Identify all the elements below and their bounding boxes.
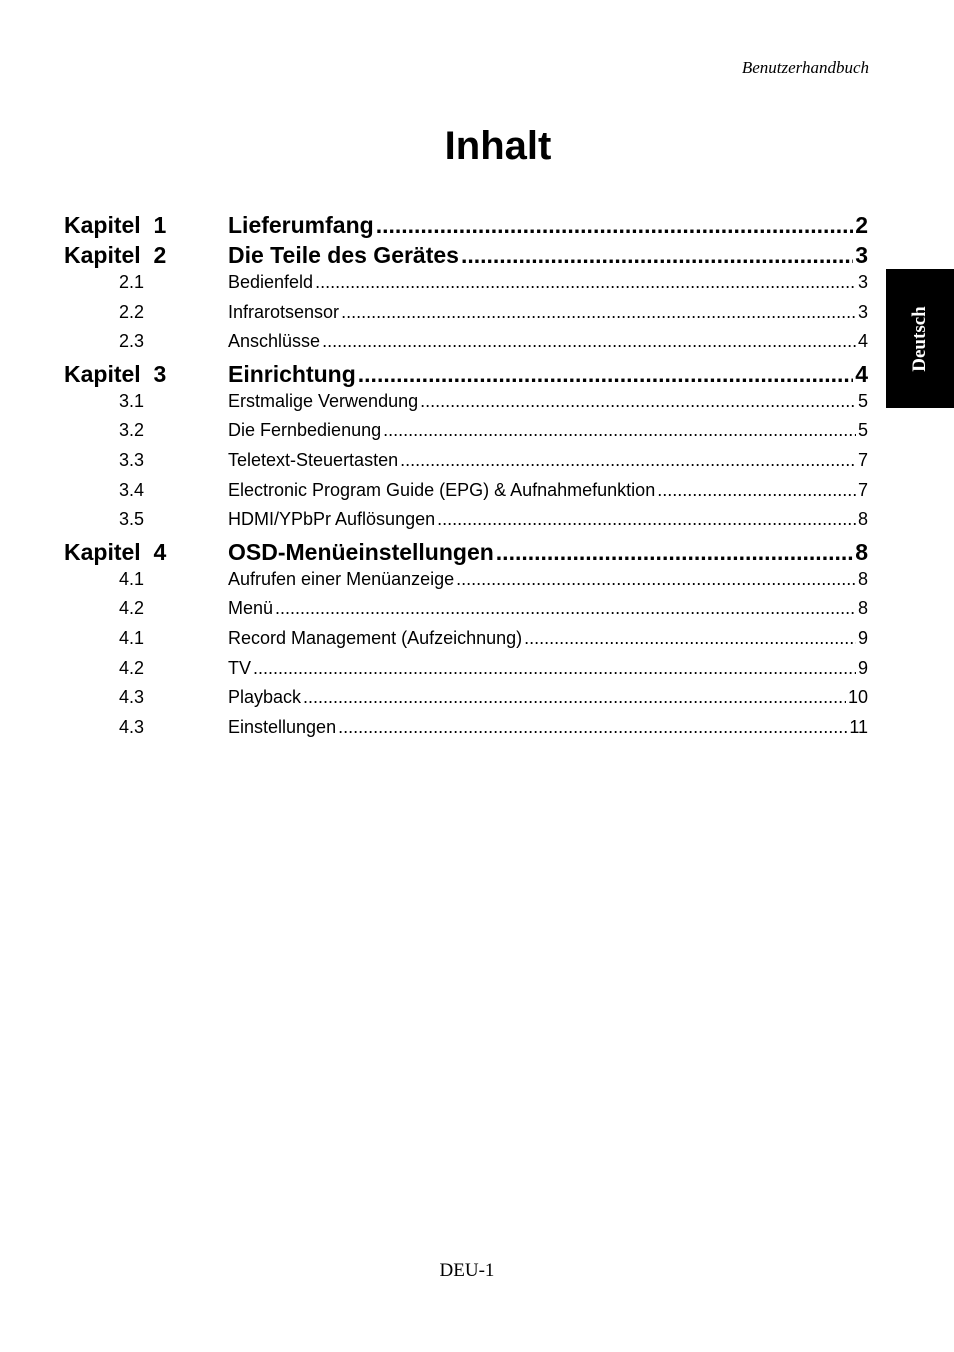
toc-entry [228, 658, 868, 679]
toc-entry-title: Teletext-Steuertasten [228, 449, 399, 470]
toc-entry-number: 4.1 [119, 568, 145, 589]
page-number: DEU-1 [439, 1260, 495, 1281]
toc-chapter-row[interactable] [64, 242, 868, 272]
toc-entry-title: Playback [228, 687, 302, 708]
toc-section-row[interactable] [64, 272, 868, 302]
toc-entry-title: Electronic Program Guide (EPG) & Aufnahmefunktion [228, 479, 656, 500]
dot-leader [322, 331, 856, 352]
toc-entry-page: 5 [857, 390, 868, 411]
dot-leader [338, 717, 847, 738]
toc-entry-page: 3 [857, 272, 868, 292]
toc-entry-title: OSD-Menüeinstellungen [228, 538, 494, 565]
toc-entry-title: Einstellungen [228, 716, 337, 737]
toc-entry-page: 11 [849, 716, 868, 737]
dot-leader [496, 539, 853, 566]
toc-entry-number: 4.3 [119, 716, 145, 737]
toc-entry-number: Kapitel 2 [64, 242, 167, 268]
toc-entry-number: 3.4 [119, 479, 145, 500]
dot-leader [275, 598, 856, 619]
toc-entry-page: 7 [857, 449, 868, 470]
toc-entry-page: 4 [855, 360, 868, 387]
toc-entry-number: Kapitel 1 [64, 212, 167, 238]
toc-entry [228, 391, 868, 412]
dot-leader [376, 212, 854, 239]
toc-entry-page: 10 [847, 687, 868, 708]
dot-leader [358, 361, 853, 388]
toc-entry-page: 4 [857, 331, 868, 352]
dot-leader [341, 302, 856, 323]
toc-section-row[interactable] [64, 331, 868, 361]
toc-entry [228, 242, 868, 269]
toc-entry-number: 3.1 [119, 390, 145, 411]
toc-entry [228, 272, 868, 293]
toc-section-row[interactable] [64, 420, 868, 450]
toc-entry [228, 331, 868, 352]
toc-chapter-row[interactable] [64, 361, 868, 391]
toc-entry [228, 480, 868, 501]
toc-entry-page: 9 [857, 627, 868, 648]
toc-entry-page: 8 [855, 538, 868, 565]
toc-entry-page: 8 [857, 598, 868, 619]
dot-leader [420, 391, 856, 412]
toc-entry-page: 7 [857, 479, 868, 500]
toc-entry-number: 2.1 [119, 272, 145, 292]
toc-section-row[interactable] [64, 658, 868, 688]
page-title: Inhalt [444, 124, 552, 168]
toc-entry [228, 361, 868, 388]
toc-section-row[interactable] [64, 450, 868, 480]
toc-entry-title: Die Fernbedienung [228, 420, 382, 441]
toc-entry [228, 569, 868, 590]
toc-entry-title: TV [228, 657, 252, 678]
toc-entry-number: 4.2 [119, 657, 145, 678]
table-of-contents [64, 212, 868, 746]
toc-entry [228, 420, 868, 441]
toc-entry [228, 628, 868, 649]
dot-leader [253, 658, 856, 679]
toc-entry-number: Kapitel 3 [64, 360, 167, 387]
toc-entry-number: 2.2 [119, 301, 145, 322]
dot-leader [461, 242, 853, 269]
toc-section-row[interactable] [64, 687, 868, 717]
toc-section-row[interactable] [64, 598, 868, 628]
toc-entry-number: 2.3 [119, 331, 145, 352]
toc-entry-page: 8 [857, 568, 868, 589]
toc-entry-title: Aufrufen einer Menüanzeige [228, 568, 455, 589]
toc-entry-page: 2 [855, 212, 868, 238]
toc-section-row[interactable] [64, 302, 868, 332]
toc-entry-number: 4.2 [119, 598, 145, 619]
toc-entry-number: 3.3 [119, 449, 145, 470]
language-tab [886, 269, 954, 408]
toc-entry [228, 539, 868, 566]
dot-leader [303, 687, 846, 708]
dot-leader [400, 450, 856, 471]
toc-entry [228, 450, 868, 471]
toc-entry-title: HDMI/YPbPr Auflösungen [228, 509, 436, 530]
toc-entry [228, 212, 868, 239]
toc-section-row[interactable] [64, 391, 868, 421]
toc-entry-page: 3 [857, 301, 868, 322]
toc-section-row[interactable] [64, 480, 868, 510]
dot-leader [437, 509, 856, 530]
toc-entry [228, 302, 868, 323]
toc-entry [228, 687, 868, 708]
toc-entry-title: Die Teile des Gerätes [228, 242, 459, 268]
toc-entry-number: 3.5 [119, 509, 145, 530]
toc-entry-page: 5 [857, 420, 868, 441]
toc-entry [228, 717, 868, 738]
toc-entry-title: Anschlüsse [228, 331, 321, 352]
toc-entry-number: 4.3 [119, 687, 145, 708]
toc-entry [228, 598, 868, 619]
toc-chapter-row[interactable] [64, 539, 868, 569]
toc-entry-page: 8 [857, 509, 868, 530]
dot-leader [315, 272, 856, 293]
toc-chapter-row[interactable] [64, 212, 868, 242]
dot-leader [657, 480, 856, 501]
toc-entry-title: Menü [228, 598, 274, 619]
toc-section-row[interactable] [64, 569, 868, 599]
toc-entry-title: Record Management (Aufzeichnung) [228, 627, 523, 648]
dot-leader [456, 569, 856, 590]
toc-section-row[interactable] [64, 717, 868, 747]
toc-entry-number: 3.2 [119, 420, 145, 441]
toc-entry [228, 509, 868, 530]
toc-entry-number: 4.1 [119, 627, 145, 648]
running-header: Benutzerhandbuch [741, 58, 869, 77]
toc-entry-number: Kapitel 4 [64, 538, 167, 565]
language-tab-label: Deutsch [909, 305, 930, 372]
toc-entry-title: Bedienfeld [228, 272, 314, 292]
toc-entry-page: 9 [857, 657, 868, 678]
toc-entry-title: Lieferumfang [228, 212, 374, 238]
toc-entry-title: Erstmalige Verwendung [228, 390, 419, 411]
toc-entry-page: 3 [855, 242, 868, 268]
dot-leader [524, 628, 856, 649]
toc-section-row[interactable] [64, 628, 868, 658]
dot-leader [383, 420, 856, 441]
toc-section-row[interactable] [64, 509, 868, 539]
toc-entry-title: Infrarotsensor [228, 301, 340, 322]
toc-entry-title: Einrichtung [228, 360, 356, 387]
